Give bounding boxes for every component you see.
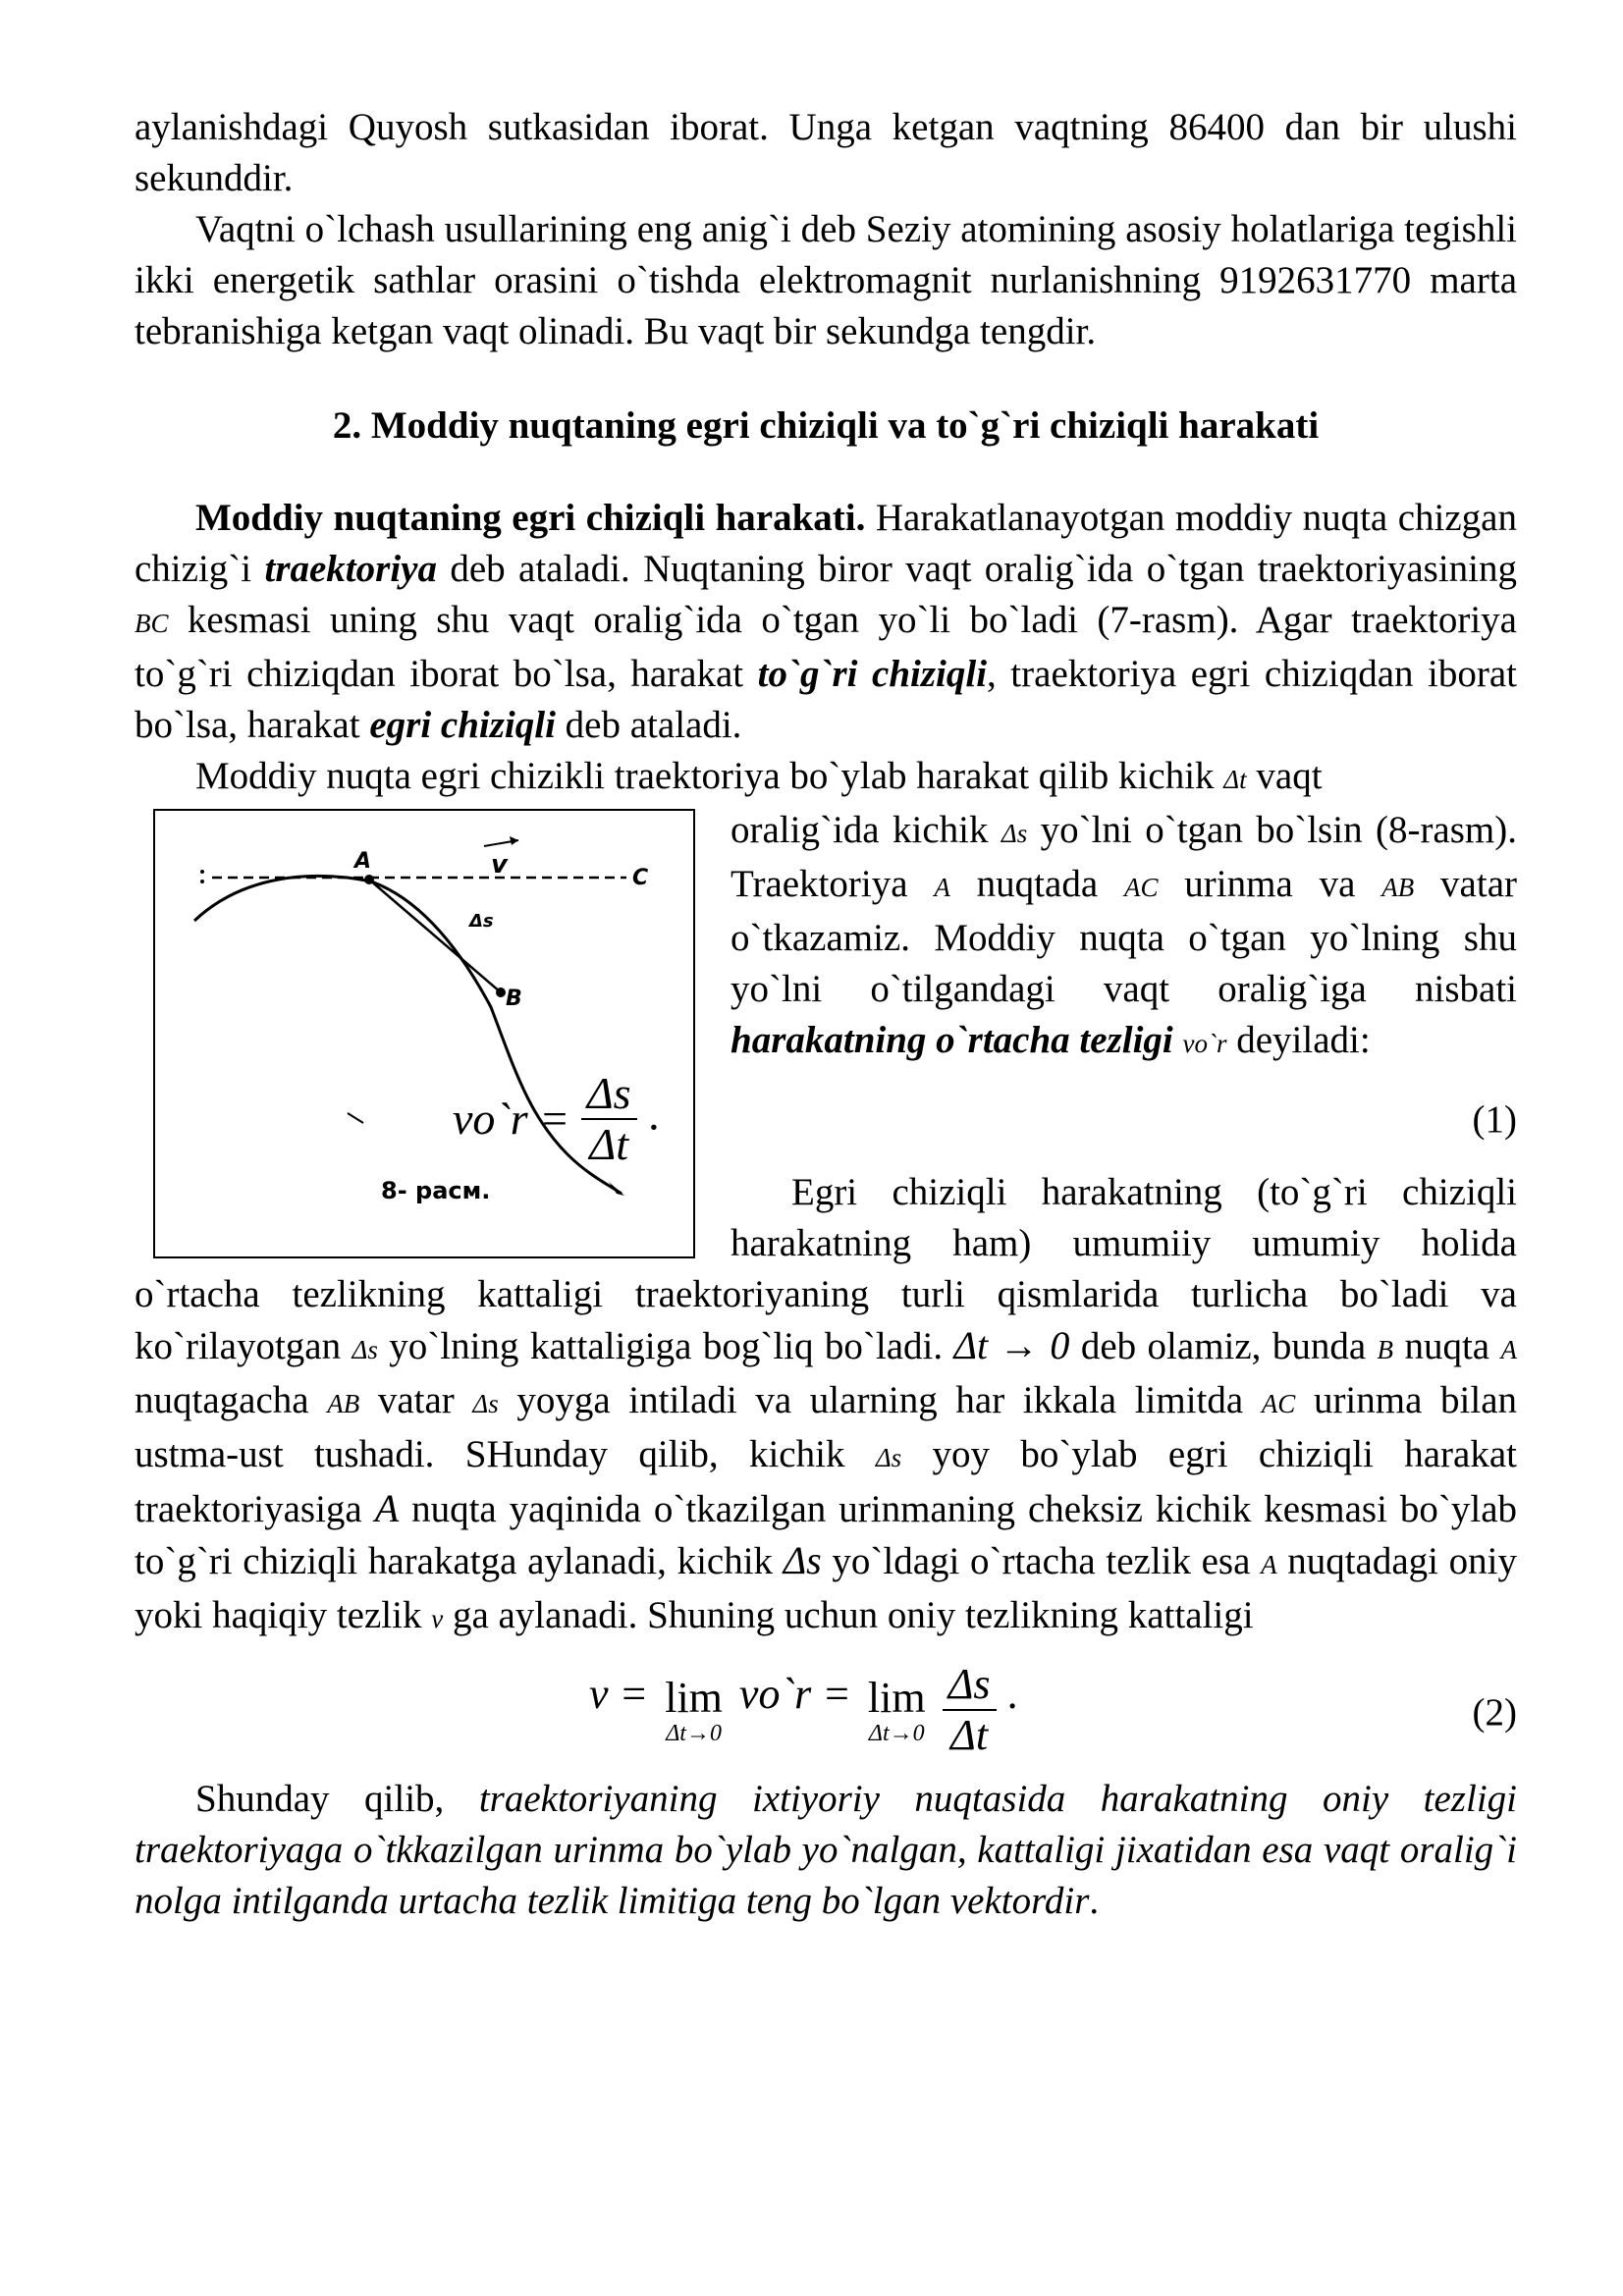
figure-caption: 8- расм. <box>381 1177 491 1204</box>
numerator: Δs <box>581 1069 637 1120</box>
text: nuqta yaqinida o`tkazilgan urinmaning cheksiz kichik kesmasi bo`ylab to`g`ri chiziqli harakatga aylanadi, kichik <box>135 1488 1518 1582</box>
formula-lhs: vo`r = <box>453 1094 570 1144</box>
text: yo`ldagi o`rtacha tezlik esa <box>821 1540 1262 1582</box>
point-b <box>496 988 506 997</box>
label-v: v <box>491 850 508 880</box>
formula-2 <box>135 1650 1517 1768</box>
paragraph-1 <box>135 102 1517 204</box>
paragraph-6 <box>135 1774 1517 1927</box>
symbol-ac: AC <box>1123 873 1159 902</box>
symbol-a: A <box>1500 1335 1517 1364</box>
text: Vaqtni o`lchash usullarining eng anig`i deb Seziy atomining asosiy holatlariga tegishli ikki energetik sathlar orasini o`tishda elektromagnit nurlanishning 9192631770 marta tebranishiga ketgan vaqt olinadi. Bu vaqt bir sekundga tengdir. <box>135 208 1517 352</box>
dot <box>200 870 204 874</box>
symbol-b: B <box>1377 1335 1394 1364</box>
formula-tail: . <box>1006 1670 1018 1718</box>
symbol-ab: AB <box>1381 873 1415 902</box>
symbol-a: A <box>934 873 950 902</box>
text: deb ataladi. <box>555 704 742 746</box>
lim-text: lim <box>665 1674 723 1722</box>
term-traektoriya: traektoriya <box>264 548 437 590</box>
symbol-bc: BC <box>135 609 169 638</box>
formula-1-expression <box>453 1069 660 1169</box>
text: yo`lning kattaligiga bog`liq bo`ladi. <box>377 1325 954 1367</box>
paragraph-3 <box>135 493 1517 751</box>
symbol-ds: Δs <box>875 1443 902 1472</box>
symbol-dt: Δt <box>1223 765 1247 794</box>
vector-arrow-head <box>510 836 518 845</box>
formula-tail: . <box>648 1089 660 1140</box>
paragraph-2 <box>135 204 1517 357</box>
text: yoyga intiladi va ularning har ikkala limitda <box>498 1379 1262 1421</box>
formula-2-expression <box>589 1660 1018 1760</box>
numerator: Δs <box>943 1660 997 1711</box>
equation-number-1: (1) <box>1472 1098 1517 1141</box>
text: Shunday qilib, <box>195 1778 479 1820</box>
label-b: B <box>506 987 522 1011</box>
label-ds: Δs <box>469 911 494 932</box>
text: deb olamiz, bunda <box>1069 1325 1378 1367</box>
text: deb ataladi. Nuqtaning biror vaqt oralig`ida o`tgan traektoriyasining <box>436 548 1517 590</box>
dot <box>200 880 204 883</box>
text: nuqtagacha <box>135 1379 328 1421</box>
symbol-ds: Δs <box>1001 819 1028 848</box>
text: Harakatlanayotgan moddiy nuqta chizgan chizig`i <box>135 497 1517 590</box>
term-egri-chiziqli: egri chiziqli <box>369 704 556 746</box>
text: nuqtada <box>949 863 1124 905</box>
label-c: C <box>632 866 649 890</box>
symbol-ds-large: Δs <box>783 1538 822 1582</box>
text: deyiladi: <box>1226 1019 1371 1061</box>
text: vatar <box>359 1379 473 1421</box>
symbol-vor: vo`r <box>1182 1029 1227 1058</box>
term-ortacha-tezligi: harakatning o`rtacha tezligi <box>730 1019 1173 1061</box>
text: Moddiy nuqta egri chizikli traektoriya bo`ylab harakat qilib kichik <box>195 755 1224 797</box>
equation-number-2: (2) <box>1472 1691 1517 1734</box>
bold-lead: Moddiy nuqtaning egri chiziqli harakati. <box>195 497 866 539</box>
figure-8 <box>153 809 695 1258</box>
chord-ab <box>369 880 501 992</box>
point-a <box>364 875 374 884</box>
text: Egri chiziqli harakatning (to`g`ri chiziqli harakatning ham) umumiiy umumiy holida o`rtacha tezlikning kattaligi traektoriyaning turli qismlarida turlicha bo`ladi va ko`rilayotgan <box>135 1171 1517 1367</box>
text: urinma va <box>1158 863 1382 905</box>
lim-text: lim <box>867 1674 926 1722</box>
symbol-v: v <box>431 1604 444 1633</box>
text: , traektoriya egri chiziqdan iborat bo`lsa, harakat <box>135 653 1518 746</box>
label-a: A <box>354 849 372 874</box>
symbol-ab: AB <box>327 1389 360 1418</box>
lim-subscript: Δt→0 <box>868 1721 925 1746</box>
text: . <box>1089 1880 1100 1922</box>
symbol-a-large: A <box>374 1486 400 1530</box>
limit-operator <box>868 1676 926 1746</box>
lim-subscript: Δt→0 <box>666 1721 722 1746</box>
text: ga aylanadi. Shuning uchun oniy tezlikning kattaligi <box>443 1594 1254 1636</box>
text: urinma bilan ustma-ust tushadi. SHunday qilib, kichik <box>135 1379 1518 1475</box>
text: vaqt <box>1246 755 1323 797</box>
denominator: Δt <box>950 1711 989 1759</box>
definition-italic: traektoriyaning ixtiyoriy nuqtasida harakatning oniy tezligi traektoriyaga o`tkkazilgan urinma bo`ylab yo`nalgan, kattaligi jixatidan esa vaqt oralig`i nolga intilganda urtacha tezlik limitiga teng bo`lgan vektordir <box>135 1778 1517 1922</box>
formula-1 <box>135 1069 1517 1167</box>
fraction <box>943 1660 997 1760</box>
limit-expression: Δt → 0 <box>953 1323 1070 1367</box>
text: nuqta <box>1393 1325 1501 1367</box>
text: aylanishdagi Quyosh sutkasidan iborat. Unga ketgan vaqtning 86400 dan bir ulushi sekunddir. <box>135 106 1517 199</box>
fraction <box>581 1069 637 1169</box>
limit-operator <box>665 1676 723 1746</box>
section-heading: 2. Moddiy nuqtaning egri chiziqli va to`g`ri chiziqli harakati <box>332 404 1320 447</box>
text: kesmasi uning shu vaqt oralig`ida o`tgan yo`li bo`ladi (7-rasm). Agar traektoriya to`g`ri chiziqdan iborat bo`lsa, harakat <box>135 599 1517 695</box>
formula-mid: vo`r = <box>738 1670 851 1718</box>
trajectory-diagram <box>155 811 693 1256</box>
symbol-a: A <box>1261 1550 1277 1579</box>
paragraph-4 <box>135 751 1517 805</box>
text: vatar o`tkazamiz. Moddiy nuqta o`tgan yo`lning shu yo`lni o`tilgandagi vaqt oralig`iga nisbati <box>730 863 1517 1010</box>
text: yo`lni o`tgan bo`lsin (8-rasm). Traektoriya <box>730 809 1517 905</box>
term-togri-chiziqli: to`g`ri chiziqli <box>757 653 988 695</box>
symbol-ac: AC <box>1261 1389 1296 1418</box>
denominator: Δt <box>589 1119 629 1169</box>
text: yoy bo`ylab egri chiziqli harakat traektoriyasiga <box>135 1433 1517 1530</box>
text: nuqtadagi oniy yoki haqiqiy tezlik <box>135 1540 1517 1636</box>
page-body <box>135 102 1517 1927</box>
symbol-ds: Δs <box>472 1389 499 1418</box>
formula-lhs: v = <box>589 1670 649 1718</box>
symbol-ds: Δs <box>352 1335 378 1364</box>
text: oralig`ida kichik <box>730 809 1001 851</box>
